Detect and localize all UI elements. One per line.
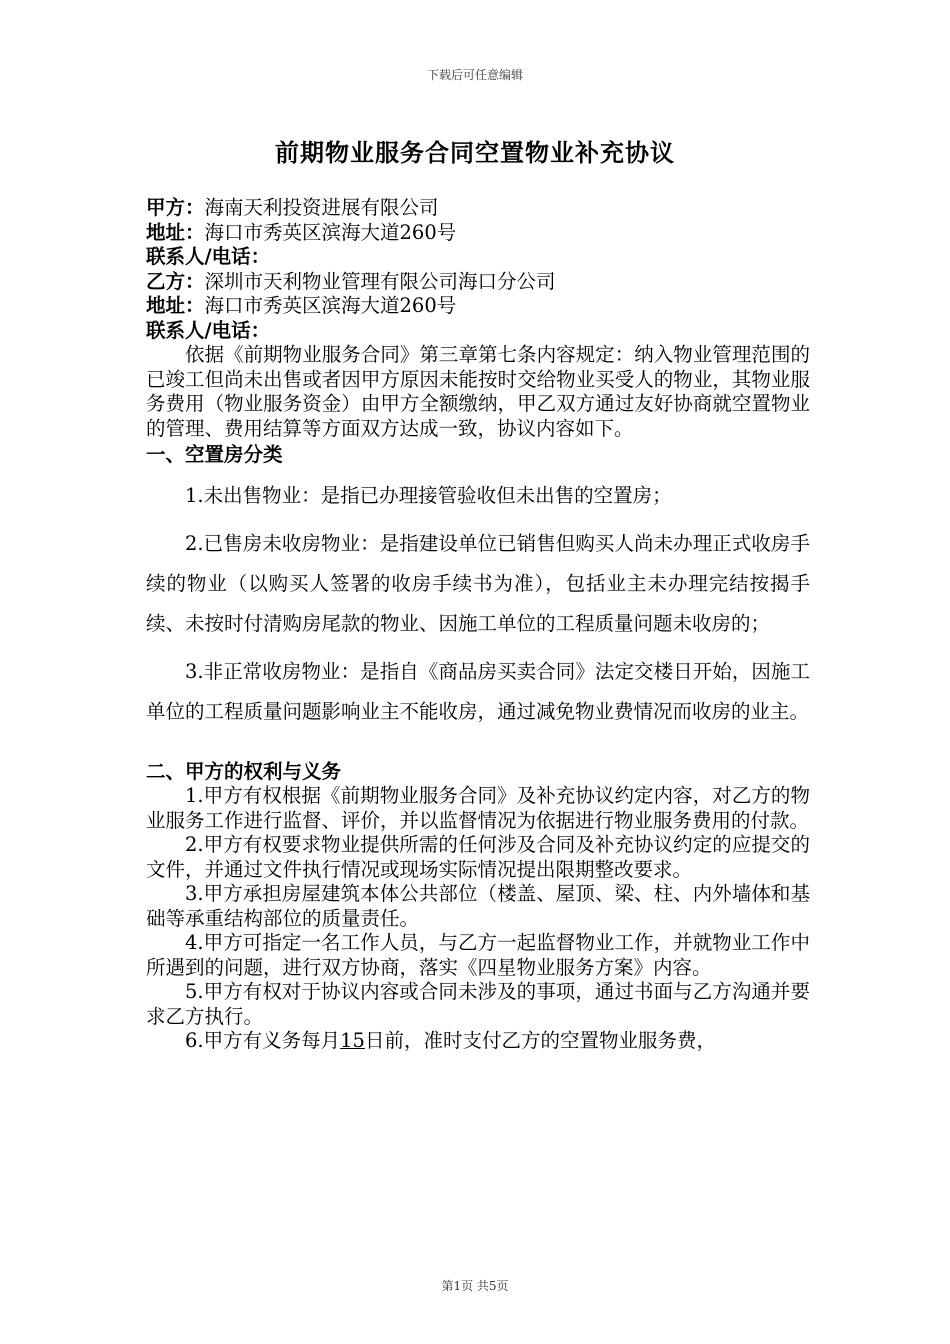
item-6-suffix: 日前，准时支付乙方的空置物业服务费， <box>364 1029 716 1052</box>
party-b-address-label: 地址： <box>146 294 205 317</box>
party-b-address-line <box>146 294 810 319</box>
party-b-name: 深圳市天利物业管理有限公司海口分公司 <box>204 269 556 293</box>
party-b-contact-label: 联系人/电话： <box>146 318 271 342</box>
section-2-item: 2.甲方有权要求物业提供所需的任何涉及合同及补充协议约定的应提交的文件，并通过文件执行情况或现场实际情况提出限期整改要求。 <box>146 833 810 881</box>
party-a-line <box>146 196 810 221</box>
party-a-contact-label: 联系人/电话： <box>146 245 271 268</box>
section-2-item: 4.甲方可指定一名工作人员，与乙方一起监督物业工作，并就物业工作中所遇到的问题，进行双方协商，落实《四星物业服务方案》内容。 <box>146 931 810 979</box>
party-a-address: 海口市秀英区滨海大道260号 <box>204 220 457 244</box>
intro-paragraph: 依据《前期物业服务合同》第三章第七条内容规定：纳入物业管理范围的已竣工但尚未出售或者因甲方原因未能按时交给物业买受人的物业，其物业服务费用（物业服务资金）由甲方全额缴纳，甲乙双方通过友好协商就空置物业的管理、费用结算等方面双方达成一致，协议内容如下。 <box>146 343 810 440</box>
party-b-contact-line <box>146 319 810 344</box>
party-b-address: 海口市秀英区滨海大道260号 <box>204 294 457 317</box>
section-1-heading: 一、空置房分类 <box>146 443 283 466</box>
section-2-heading: 二、甲方的权利与义务 <box>146 759 342 783</box>
header-note: 下载后可任意编辑 <box>426 68 523 82</box>
section-2-item: 3.甲方承担房屋建筑本体公共部位（楼盖、屋顶、梁、柱、内外墙体和基础等承重结构部位的质量责任。 <box>146 882 810 930</box>
party-a-name: 海南天利投资进展有限公司 <box>204 196 439 219</box>
party-b-label: 乙方： <box>146 269 205 293</box>
section-1-item: 3.非正常收房物业：是指自《商品房买卖合同》法定交楼日开始，因施工单位的工程质量问题影响业主不能收房，通过减免物业费情况而收房的业主。 <box>146 659 810 723</box>
document-title: 前期物业服务合同空置物业补充协议 <box>275 138 675 167</box>
party-a-contact-line <box>146 245 810 270</box>
section-1-item: 2.已售房未收房物业：是指建设单位已销售但购买人尚未办理正式收房手续的物业（以购买人签署的收房手续书为准），包括业主未办理完结按揭手续、未按时付清购房尾款的物业、因施工单位的工程质量问题未收房的； <box>146 531 810 635</box>
section-2-item: 1.甲方有权根据《前期物业服务合同》及补充协议约定内容，对乙方的物业服务工作进行监督、评价，并以监督情况为依据进行物业服务费用的付款。 <box>146 784 810 832</box>
party-a-address-line <box>146 221 810 246</box>
party-a-address-label: 地址： <box>146 220 205 244</box>
section-2-item-6 <box>146 1029 810 1054</box>
payment-day: 15 <box>340 1029 365 1052</box>
party-b-line <box>146 270 810 295</box>
section-2-item: 5.甲方有权对于协议内容或合同未涉及的事项，通过书面与乙方沟通并要求乙方执行。 <box>146 980 810 1028</box>
party-a-label: 甲方： <box>146 196 205 219</box>
page-footer: 第1页 共5页 <box>441 1279 509 1293</box>
document-body <box>146 196 810 1054</box>
section-1-item: 1.未出售物业：是指已办理接管验收但未出售的空置房； <box>185 483 672 507</box>
item-6-prefix: 6.甲方有义务每月 <box>185 1029 341 1052</box>
